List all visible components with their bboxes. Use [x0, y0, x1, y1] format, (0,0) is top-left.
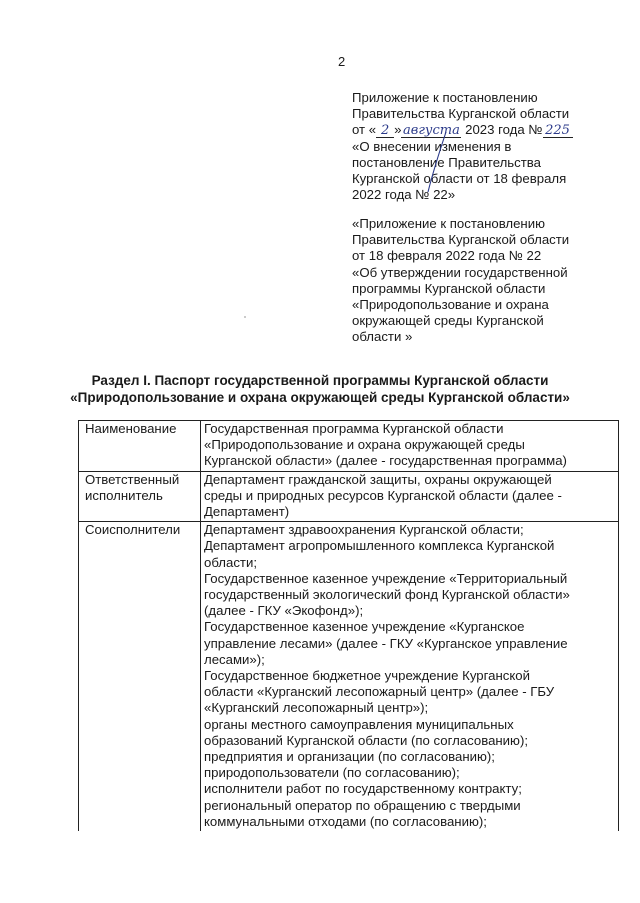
original-annex-line: Правительства Курганской области	[352, 232, 570, 248]
row-value-name	[201, 421, 619, 472]
label-line: исполнитель	[85, 487, 163, 503]
date-year: 2023 года №	[465, 122, 543, 138]
label-line: Ответственный	[85, 471, 180, 487]
original-annex-line: программы Курганской области	[352, 280, 546, 296]
signature-stroke	[422, 130, 452, 196]
value-line: Департамент агропромышленного комплекса Курганской	[204, 538, 555, 554]
annex-line: Правительства Курганской области	[352, 106, 570, 122]
annex-line: Курганской области от 18 февраля	[352, 171, 567, 187]
value-line: области «Курганский лесопожарный центр» (далее - ГБУ	[204, 684, 555, 700]
scan-speck	[244, 316, 246, 318]
value-line: «Курганский лесопожарный центр»);	[204, 700, 429, 716]
original-annex-line: «Приложение к постановлению	[352, 216, 545, 231]
label-line: Наименование	[85, 421, 177, 436]
value-line: Департамент)	[204, 504, 290, 520]
handwritten-day: 2	[376, 124, 394, 138]
row-label-name	[79, 421, 201, 472]
original-annex-line: от 18 февраля 2022 года № 22	[352, 248, 542, 264]
date-prefix: от «	[352, 122, 377, 138]
value-line: природопользователи (по согласованию);	[204, 765, 460, 781]
handwritten-month: августа	[403, 123, 460, 139]
row-label-coexecutors	[79, 522, 201, 831]
value-line: коммунальными отходами (по согласованию);	[204, 813, 487, 829]
original-annex-line: «Природопользование и охрана	[352, 297, 549, 313]
section-title	[0, 372, 640, 406]
table-row	[79, 471, 619, 522]
value-line: образований Курганской области (по согласованию);	[204, 732, 528, 748]
page-number: 2	[338, 54, 346, 69]
value-line: Государственное казенное учреждение «Курганское	[204, 619, 525, 635]
original-annex-line: окружающей среды Курганской	[352, 313, 544, 329]
row-value-coexecutors	[201, 522, 619, 831]
annex-line: «О внесении изменения в	[352, 138, 512, 154]
section-title-line: «Природопользование и охрана окружающей среды Курганской области»	[70, 390, 570, 405]
row-label-responsible	[79, 471, 201, 522]
value-line: государственный экологический фонд Курганской области»	[204, 587, 570, 603]
annex-line: Приложение к постановлению	[352, 90, 538, 105]
value-line: Департамент здравоохранения Курганской области;	[204, 522, 524, 538]
value-line: (далее - ГКУ «Экофонд»);	[204, 603, 364, 619]
value-line: управление лесами» (далее - ГКУ «Курганское управление	[204, 635, 568, 651]
original-annex-header	[352, 216, 569, 346]
value-line: «Природопользование и охрана окружающей среды	[204, 437, 525, 453]
value-line: органы местного самоуправления муниципальных	[204, 716, 514, 732]
annex-header	[352, 90, 573, 203]
original-annex-line: «Об утверждении государственной	[352, 264, 568, 280]
value-line: Государственное бюджетное учреждение Курганской	[204, 668, 530, 684]
value-line: Государственное казенное учреждение «Территориальный	[204, 570, 568, 586]
annex-line: постановление Правительства	[352, 154, 541, 170]
original-annex-line: области »	[352, 329, 413, 345]
value-line: Департамент гражданской защиты, охраны окружающей	[204, 471, 552, 487]
label-line: Соисполнители	[85, 522, 181, 538]
date-close: »	[394, 122, 402, 138]
value-line: исполнители работ по государственному контракту;	[204, 781, 522, 797]
value-line: предприятия и организации (по согласованию);	[204, 749, 495, 765]
value-line: лесами»);	[204, 651, 265, 667]
passport-table	[78, 420, 619, 831]
row-value-responsible	[201, 471, 619, 522]
table-row	[79, 421, 619, 472]
handwritten-number: 225	[543, 124, 573, 138]
value-line: Курганской области» (далее - государственная программа)	[204, 453, 567, 469]
value-line: среды и природных ресурсов Курганской области (далее -	[204, 487, 562, 503]
table-row	[79, 522, 619, 831]
value-line: области;	[204, 554, 257, 570]
section-title-line: Раздел I. Паспорт государственной программы Курганской области	[91, 373, 549, 388]
value-line: Государственная программа Курганской области	[204, 421, 504, 436]
value-line: региональный оператор по обращению с твердыми	[204, 797, 521, 813]
annex-line: 2022 года № 22»	[352, 187, 456, 203]
annex-date-line	[352, 122, 573, 138]
